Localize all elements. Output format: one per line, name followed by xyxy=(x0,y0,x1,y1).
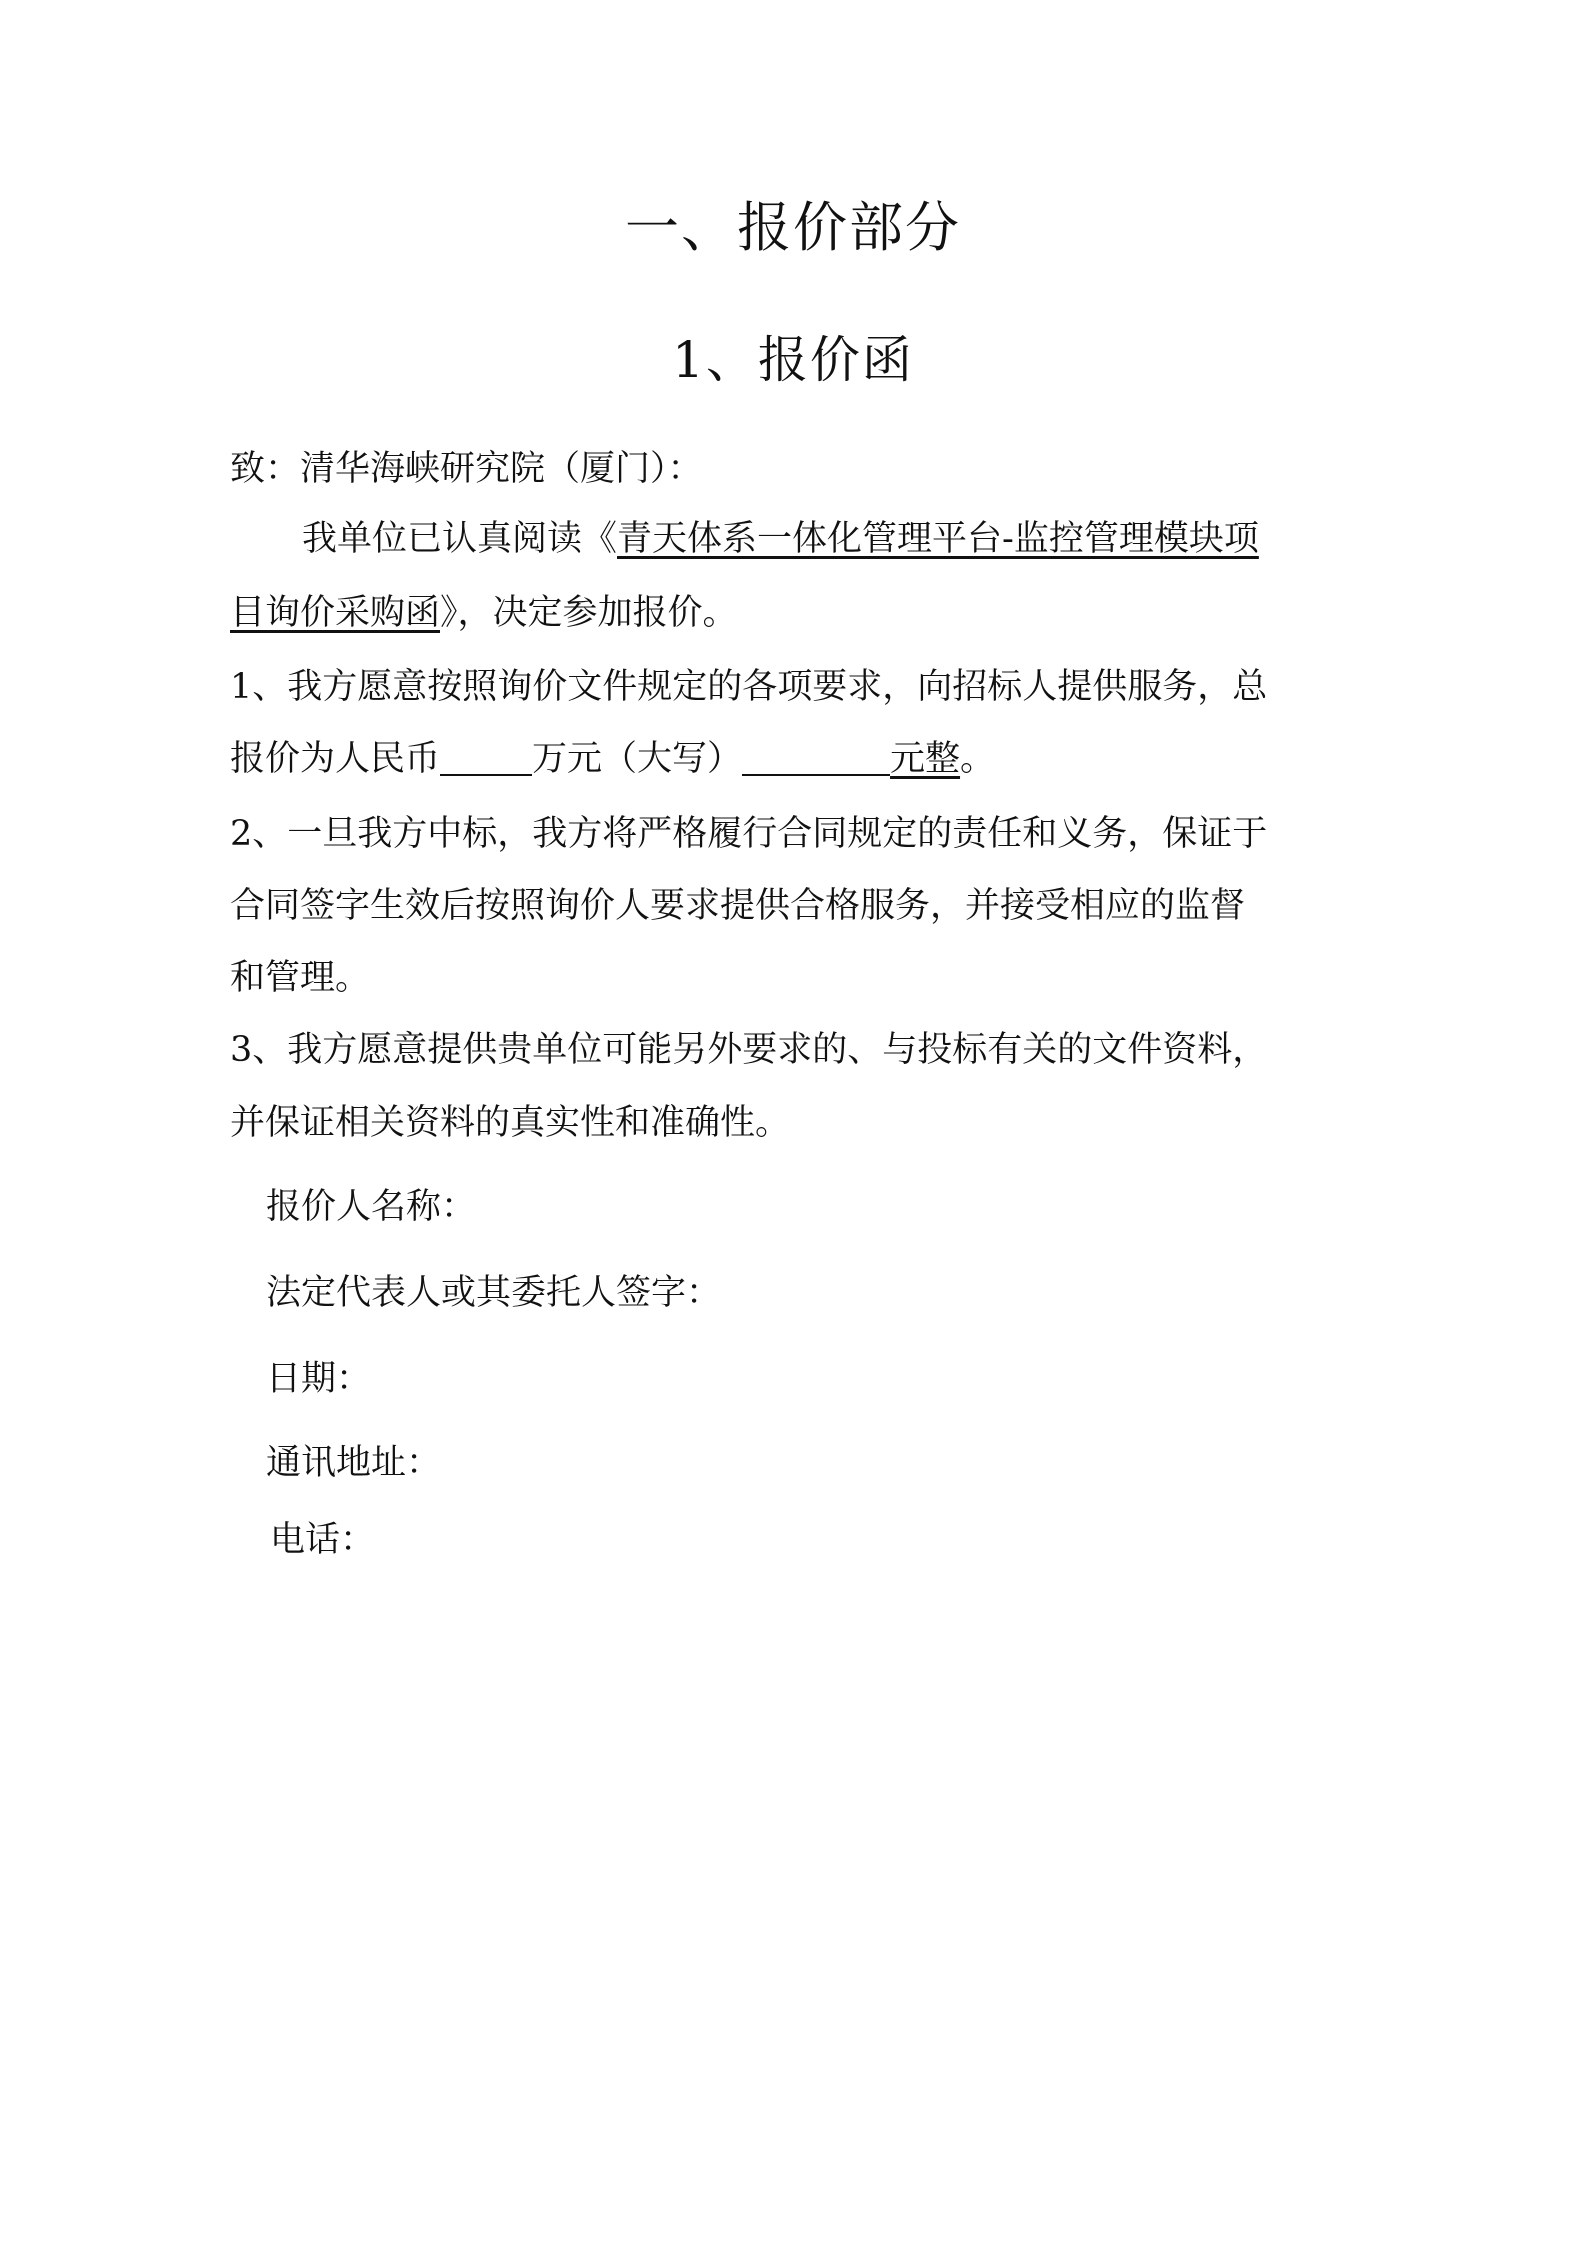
address-label: 通讯地址： xyxy=(266,1443,442,1483)
intro-doc-title-part1: 青天体系一体化管理平台-监控管理模块项 xyxy=(617,519,1259,559)
price-words-suffix: 元整 xyxy=(890,739,961,779)
item-2-line-2: 合同签字生效后按照询价人要求提供合格服务，并接受相应的监督 xyxy=(230,886,1246,926)
intro-line-1 xyxy=(302,502,1402,576)
section-heading: 一、报价部分 xyxy=(625,196,961,259)
item-2-line-1: 2、一旦我方中标，我方将严格履行合同规定的责任和义务，保证于 xyxy=(230,814,1268,854)
intro-doc-title-part2: 目询价采购函 xyxy=(230,593,441,633)
price-unit-label: 万元（大写） xyxy=(532,739,743,779)
price-label: 报价为人民币 xyxy=(230,739,441,779)
item-2-line-3: 和管理。 xyxy=(230,958,371,998)
intro-line-2 xyxy=(230,576,1330,650)
salutation: 致：清华海峡研究院（厦门）： xyxy=(230,449,703,489)
item-3-line-1: 3、我方愿意提供贵单位可能另外要求的、与投标有关的文件资料， xyxy=(230,1030,1268,1070)
item-1-end: 。 xyxy=(960,739,996,779)
price-words-blank[interactable] xyxy=(742,740,890,776)
item-1-line-1: 1、我方愿意按照询价文件规定的各项要求，向招标人提供服务，总 xyxy=(230,667,1268,707)
price-amount-blank[interactable] xyxy=(440,740,532,776)
item-1-line-2 xyxy=(230,722,1330,796)
phone-label: 电话： xyxy=(270,1520,376,1560)
item-3-line-2: 并保证相关资料的真实性和准确性。 xyxy=(230,1103,791,1143)
representative-signature-label: 法定代表人或其委托人签字： xyxy=(266,1273,722,1313)
intro-prefix: 我单位已认真阅读《 xyxy=(302,519,618,559)
bidder-name-label: 报价人名称： xyxy=(266,1187,477,1227)
date-label: 日期： xyxy=(266,1359,372,1399)
letter-heading: 1、报价函 xyxy=(672,331,914,389)
intro-suffix: 》，决定参加报价。 xyxy=(440,593,738,633)
